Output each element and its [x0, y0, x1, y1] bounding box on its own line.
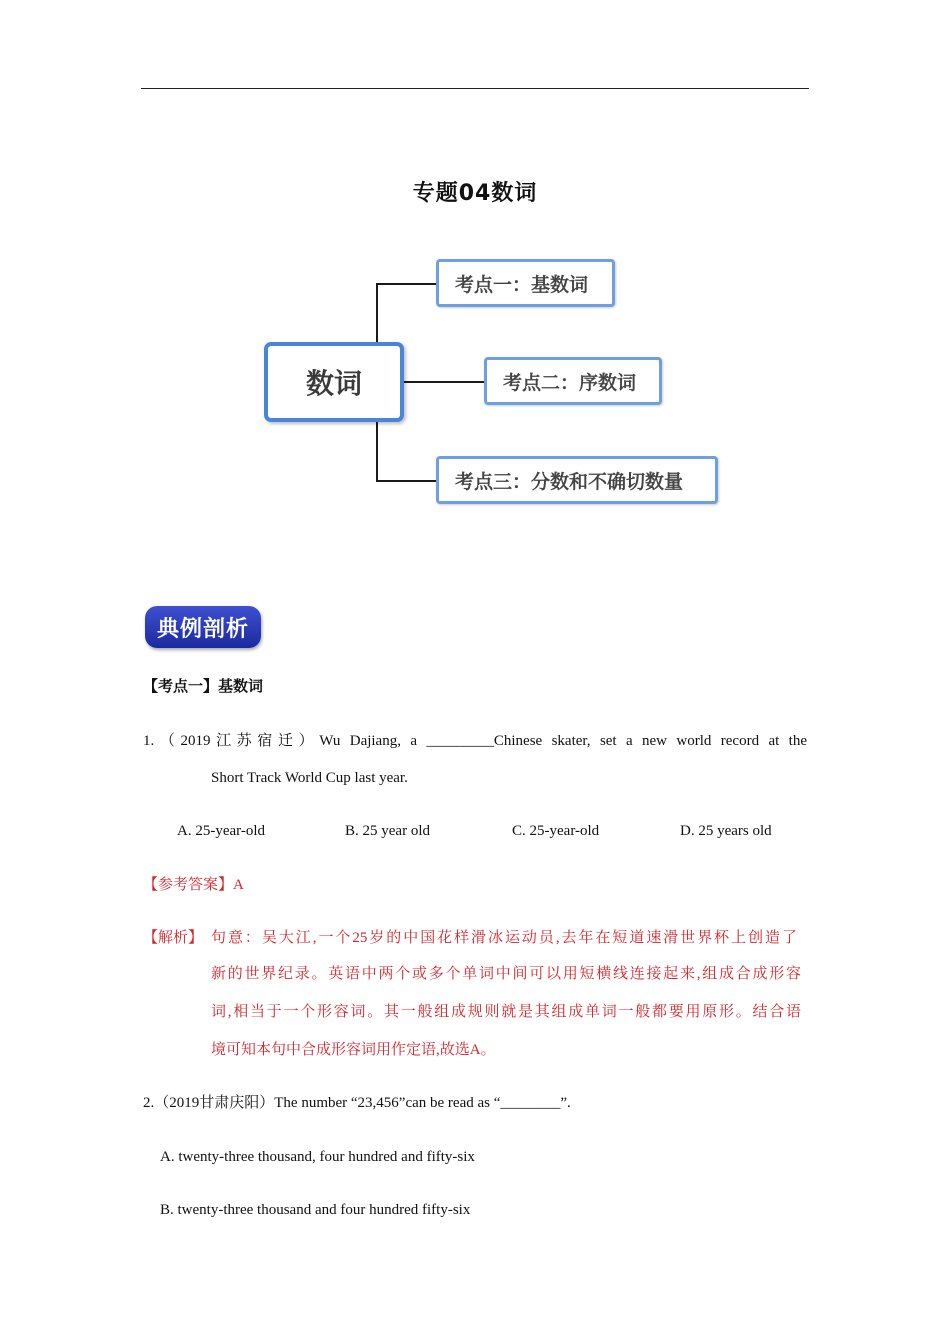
section-heading-cardinal: 【考点一】基数词 [143, 679, 264, 695]
mindmap-connector-bottom-horizontal [376, 480, 437, 482]
q1-stem-line2: Short Track World Cup last year. [211, 770, 408, 786]
q1-analysis-line2: 新的世界纪录。英语中两个或多个单词中间可以用短横线连接起来,组成合成形容 [211, 966, 801, 982]
document-title: 专题04数词 [412, 181, 538, 206]
mindmap-node-ordinal: 考点二：序数词 [484, 357, 662, 405]
q1-answer-label: 【参考答案】 [143, 877, 234, 893]
q1-stem-line1: 1.（2019江苏宿迁）Wu Dajiang, a _________Chinese skater, set a new world record at the [143, 733, 807, 749]
mindmap-node-fraction: 考点三：分数和不确切数量 [436, 456, 718, 504]
q1-option-d: D. 25 years old [680, 823, 772, 839]
examples-banner: 典例剖析 [145, 606, 261, 648]
mindmap-connector-bottom-vertical [376, 422, 378, 482]
mindmap-center-node: 数词 [264, 342, 404, 422]
q2-stem: 2.（2019甘肃庆阳）The number “23,456”can be read as “________”. [143, 1095, 571, 1111]
q1-option-a: A. 25-year-old [177, 823, 266, 839]
q1-analysis-label: 【解析】 [143, 930, 204, 946]
q1-answer-value: A [233, 877, 244, 893]
q1-analysis-line4: 境可知本句中合成形容词用作定语,故选A。 [211, 1042, 496, 1058]
q1-answer [143, 875, 244, 895]
q2-option-a: A. twenty-three thousand, four hundred and fifty-six [160, 1149, 475, 1165]
mindmap-connector-top-vertical [376, 284, 378, 342]
mindmap-connector-top-horizontal [376, 283, 437, 285]
q1-analysis-line3: 词,相当于一个形容词。其一般组成规则就是其组成单词一般都要用原形。结合语 [211, 1004, 801, 1020]
mindmap-node-cardinal: 考点一：基数词 [436, 259, 615, 307]
q1-option-c: C. 25-year-old [512, 823, 600, 839]
header-rule [141, 88, 809, 89]
q1-analysis-line1: 句意：吴大江,一个25岁的中国花样滑冰运动员,去年在短道速滑世界杯上创造了 [211, 930, 797, 946]
q1-option-b: B. 25 year old [345, 823, 430, 839]
mindmap-connector-middle-horizontal [404, 381, 485, 383]
q2-option-b: B. twenty-three thousand and four hundred fifty-six [160, 1202, 471, 1218]
